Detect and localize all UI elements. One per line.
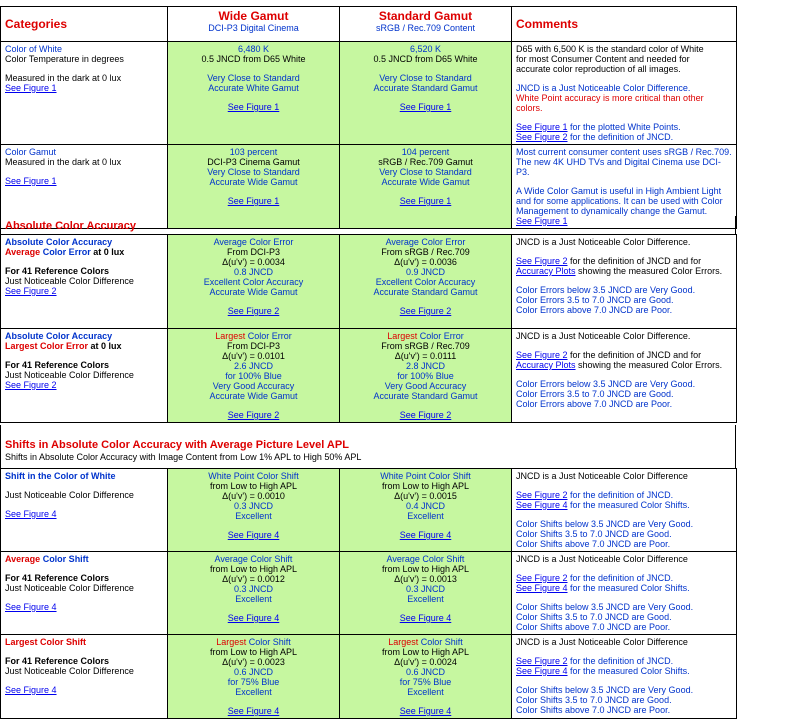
see-figure-link[interactable]: See Figure 2 <box>516 656 568 666</box>
accuracy-plots-link[interactable]: Accuracy Plots <box>516 360 576 370</box>
cell-value: for 100% Blue <box>397 371 454 381</box>
cell-value: 0.3 JNCD <box>233 501 273 511</box>
see-figure-link[interactable]: See Figure 1 <box>227 196 280 206</box>
row-shift-largest <box>1 635 737 719</box>
comment-line: Color Errors below 3.5 JNCD are Very Good. <box>516 285 696 295</box>
comment-line: showing the measured Color Errors. <box>575 266 723 276</box>
see-figure-link[interactable]: See Figure 1 <box>5 176 57 186</box>
cell-value: Δ(u'v') = 0.0023 <box>222 657 285 667</box>
section-title: Shifts in Absolute Color Accuracy with Average Picture Level APL <box>5 439 349 451</box>
cat-label: Absolute Color Accuracy <box>5 331 113 341</box>
see-figure-link[interactable]: See Figure 4 <box>227 530 280 540</box>
see-figure-link[interactable]: See Figure 1 <box>5 83 57 93</box>
cell-value: for 75% Blue <box>227 677 280 687</box>
comment-line: for the definition of JNCD. <box>567 656 674 666</box>
see-figure-link[interactable]: See Figure 2 <box>399 306 452 316</box>
cat-label: Shift in the Color of White <box>5 471 116 481</box>
cat-label: Just Noticeable Color Difference <box>5 370 134 380</box>
cat-label: Color Temperature in degrees <box>5 54 124 64</box>
see-figure-link[interactable]: See Figure 4 <box>399 706 452 716</box>
see-figure-link[interactable]: See Figure 2 <box>5 380 57 390</box>
see-figure-link[interactable]: See Figure 1 <box>516 216 568 226</box>
comment-line: accurate color reproduction of all images. <box>516 64 681 74</box>
cell-value: 0.6 JNCD <box>405 667 445 677</box>
cell-value: Average Color Error <box>385 237 466 247</box>
cell-value: Excellent Color Accuracy <box>203 277 304 287</box>
comment-line: for the measured Color Shifts. <box>567 583 690 593</box>
header-row <box>1 7 737 42</box>
cell-value: Δ(u'v') = 0.0036 <box>394 257 457 267</box>
row-shift-white <box>1 469 737 552</box>
cell-value: Δ(u'v') = 0.0024 <box>394 657 457 667</box>
cell-value: Excellent <box>407 687 444 697</box>
cell-value: 2.8 JNCD <box>405 361 445 371</box>
header-wide-gamut: Wide Gamut <box>218 9 289 23</box>
cell-value: Accurate White Gamut <box>208 83 299 93</box>
cell-value: 0.8 JNCD <box>233 267 273 277</box>
section-absolute-accuracy <box>0 216 736 234</box>
section-shifts <box>0 425 736 468</box>
cell-value: from Low to High APL <box>381 481 470 491</box>
cell-value: From sRGB / Rec.709 <box>381 247 470 257</box>
cell-value: from Low to High APL <box>381 564 470 574</box>
comment-line: JNCD is a Just Noticeable Color Difference <box>516 637 688 647</box>
see-figure-link[interactable]: See Figure 4 <box>227 613 280 623</box>
comment-line: D65 with 6,500 K is the standard color of White <box>516 44 704 54</box>
see-figure-link[interactable]: See Figure 2 <box>5 286 57 296</box>
cell-value: Δ(u'v') = 0.0010 <box>222 491 285 501</box>
comment-line: for the definition of JNCD. <box>567 132 674 142</box>
cell-value: from Low to High APL <box>209 564 298 574</box>
cell-value: 0.6 JNCD <box>233 667 273 677</box>
see-figure-link[interactable]: See Figure 2 <box>516 490 568 500</box>
comment-line: Color Shifts 3.5 to 7.0 JNCD are Good. <box>516 612 672 622</box>
see-figure-link[interactable]: See Figure 1 <box>516 122 568 132</box>
cell-value: Accurate Wide Gamut <box>209 391 298 401</box>
cell-value: from Low to High APL <box>209 647 298 657</box>
comment-line: Color Errors 3.5 to 7.0 JNCD are Good. <box>516 295 674 305</box>
cell-value: Δ(u'v') = 0.0111 <box>394 351 457 361</box>
cat-label: For 41 Reference Colors <box>5 573 110 583</box>
cat-label: Average <box>5 554 41 564</box>
cat-label: Color Error <box>40 247 91 257</box>
see-figure-link[interactable]: See Figure 2 <box>227 306 280 316</box>
cell-value: for 100% Blue <box>225 371 282 381</box>
cat-label: Largest <box>5 341 38 351</box>
comment-line: JNCD is a Just Noticeable Color Difference. <box>516 237 691 247</box>
cell-value: Very Close to Standard <box>379 167 472 177</box>
cell-value: Excellent <box>235 511 272 521</box>
cell-value: sRGB / Rec.709 Gamut <box>378 157 473 167</box>
cat-label: Color Error <box>37 341 89 351</box>
cat-label: Absolute Color Accuracy <box>5 237 113 247</box>
cat-label: Color Shift <box>40 554 89 564</box>
section-subtitle: Shifts in Absolute Color Accuracy with Image Content from Low 1% APL to High 50% APL <box>5 452 362 462</box>
comment-line: for the plotted White Points. <box>567 122 681 132</box>
cat-label: For 41 Reference Colors <box>5 266 110 276</box>
cell-value: From sRGB / Rec.709 <box>381 341 470 351</box>
comment-line: White Point accuracy is more critical than other colors. <box>516 93 704 113</box>
cell-value: Excellent Color Accuracy <box>375 277 476 287</box>
section-title: Absolute Color Accuracy <box>5 220 137 232</box>
cell-value: Average Color Error <box>213 237 294 247</box>
comment-line: for the definition of JNCD. <box>567 490 674 500</box>
see-figure-link[interactable]: See Figure 1 <box>227 102 280 112</box>
results-table-top <box>0 6 737 229</box>
see-figure-link[interactable]: See Figure 4 <box>399 530 452 540</box>
see-figure-link[interactable]: See Figure 1 <box>399 102 452 112</box>
cell-value: From DCI-P3 <box>226 341 280 351</box>
cell-value: Δ(u'v') = 0.0013 <box>394 574 457 584</box>
cell-value: Accurate Wide Gamut <box>381 177 470 187</box>
cell-value: 2.6 JNCD <box>233 361 273 371</box>
cell-value: Δ(u'v') = 0.0015 <box>394 491 457 501</box>
see-figure-link[interactable]: See Figure 4 <box>5 602 57 612</box>
cell-value: Accurate Standard Gamut <box>373 83 478 93</box>
cat-label: Just Noticeable Color Difference <box>5 276 134 286</box>
comment-line: JNCD is a Just Noticeable Color Difference <box>516 554 688 564</box>
row-color-of-white <box>1 42 737 145</box>
cell-value: Accurate Wide Gamut <box>209 177 298 187</box>
cat-label: Average <box>5 247 41 257</box>
cell-value: from Low to High APL <box>381 647 470 657</box>
cell-value: 0.5 JNCD from D65 White <box>373 54 478 64</box>
cell-value: 0.9 JNCD <box>405 267 445 277</box>
comment-line: for the definition of JNCD. <box>567 573 674 583</box>
see-figure-link[interactable]: See Figure 4 <box>516 666 568 676</box>
see-figure-link[interactable]: See Figure 4 <box>227 706 280 716</box>
cell-value: Δ(u'v') = 0.0012 <box>222 574 285 584</box>
cell-value: Color Shift <box>246 637 291 647</box>
comment-line: JNCD is a Just Noticeable Color Difference. <box>516 83 691 93</box>
comment-line: Most current consumer content uses sRGB / Rec.709. <box>516 147 732 157</box>
cell-value: From DCI-P3 <box>226 247 280 257</box>
cell-value: 6,520 K <box>409 44 442 54</box>
cell-value: 0.4 JNCD <box>405 501 445 511</box>
cell-value: Accurate Standard Gamut <box>373 287 478 297</box>
see-figure-link[interactable]: See Figure 4 <box>5 509 57 519</box>
cell-value: 0.5 JNCD from D65 White <box>201 54 306 64</box>
cat-label: Just Noticeable Color Difference <box>5 583 134 593</box>
comment-line: The new 4K UHD TVs and Digital Cinema use DCI-P3. <box>516 157 721 177</box>
cat-label: Color Shift <box>37 637 87 647</box>
comment-line: Color Errors 3.5 to 7.0 JNCD are Good. <box>516 389 674 399</box>
cell-value: White Point Color Shift <box>380 471 471 481</box>
cell-value: Excellent <box>235 687 272 697</box>
cell-value: for 75% Blue <box>399 677 452 687</box>
see-figure-link[interactable]: See Figure 2 <box>516 132 568 142</box>
see-figure-link[interactable]: See Figure 2 <box>516 573 568 583</box>
cat-label: For 41 Reference Colors <box>5 656 110 666</box>
comment-line: Color Shifts below 3.5 JNCD are Very Good. <box>516 602 694 612</box>
header-standard-sub: sRGB / Rec.709 Content <box>375 23 476 33</box>
see-figure-link[interactable]: See Figure 2 <box>516 256 568 266</box>
cell-value: 6,480 K <box>237 44 270 54</box>
cell-value: Largest <box>215 331 246 341</box>
cell-value: Very Good Accuracy <box>212 381 295 391</box>
comment-line: for the measured Color Shifts. <box>567 666 690 676</box>
comment-line: showing the measured Color Errors. <box>575 360 723 370</box>
cell-value: from Low to High APL <box>209 481 298 491</box>
header-categories: Categories <box>5 17 68 31</box>
comment-line: for most Consumer Content and needed for <box>516 54 690 64</box>
see-figure-link[interactable]: See Figure 4 <box>516 583 568 593</box>
comment-line: Color Errors below 3.5 JNCD are Very Good. <box>516 379 696 389</box>
comment-line: JNCD is a Just Noticeable Color Difference. <box>516 331 691 341</box>
results-table-shifts <box>0 468 737 719</box>
accuracy-plots-link[interactable]: Accuracy Plots <box>516 266 576 276</box>
comment-line: Color Shifts below 3.5 JNCD are Very Good. <box>516 519 694 529</box>
cat-label: Largest <box>5 637 38 647</box>
cell-value: Very Close to Standard <box>379 73 472 83</box>
cell-value: 103 percent <box>229 147 278 157</box>
comment-line: Management to dynamically change the Gamut. <box>516 206 708 216</box>
cat-label: Measured in the dark at 0 lux <box>5 73 122 83</box>
cell-value: Average Color Shift <box>386 554 465 564</box>
cell-value: Accurate Standard Gamut <box>373 391 478 401</box>
comment-line: A Wide Color Gamut is useful in High Ambient Light <box>516 186 722 196</box>
cell-value: Average Color Shift <box>214 554 293 564</box>
cell-value: Color Error <box>245 331 292 341</box>
cat-label: at 0 lux <box>88 341 122 351</box>
cell-value: White Point Color Shift <box>208 471 299 481</box>
see-figure-link[interactable]: See Figure 1 <box>399 196 452 206</box>
header-comments: Comments <box>516 17 579 31</box>
see-figure-link[interactable]: See Figure 2 <box>227 410 280 420</box>
cell-value: Largest <box>387 331 418 341</box>
comment-line: Color Errors above 7.0 JNCD are Poor. <box>516 399 673 409</box>
comment-line: JNCD is a Just Noticeable Color Difference <box>516 471 688 481</box>
row-shift-average <box>1 552 737 635</box>
cell-value: Δ(u'v') = 0.0034 <box>222 257 285 267</box>
comment-line: Color Shifts 3.5 to 7.0 JNCD are Good. <box>516 529 672 539</box>
see-figure-link[interactable]: See Figure 4 <box>516 500 568 510</box>
row-average-error <box>1 235 737 329</box>
cell-value: 0.3 JNCD <box>233 584 273 594</box>
cell-value: Accurate Wide Gamut <box>209 287 298 297</box>
comment-line: Color Errors above 7.0 JNCD are Poor. <box>516 305 673 315</box>
cell-value: Very Close to Standard <box>207 167 300 177</box>
cell-value: 104 percent <box>401 147 450 157</box>
cell-value: Excellent <box>407 511 444 521</box>
cell-value: Largest <box>388 637 419 647</box>
cell-value: Largest <box>216 637 247 647</box>
cell-value: Color Error <box>417 331 464 341</box>
comment-line: Color Shifts above 7.0 JNCD are Poor. <box>516 705 671 715</box>
cell-value: Excellent <box>235 594 272 604</box>
comment-line: for the definition of JNCD and for <box>567 256 702 266</box>
cell-value: Very Close to Standard <box>207 73 300 83</box>
comment-line: Color Shifts 3.5 to 7.0 JNCD are Good. <box>516 695 672 705</box>
header-wide-sub: DCI-P3 Digital Cinema <box>208 23 299 33</box>
comment-line: for the measured Color Shifts. <box>567 500 690 510</box>
comment-line: for the definition of JNCD and for <box>567 350 702 360</box>
cat-label: Color of White <box>5 44 63 54</box>
cell-value: 0.3 JNCD <box>405 584 445 594</box>
cat-label: Just Noticeable Color Difference <box>5 490 134 500</box>
header-standard-gamut: Standard Gamut <box>378 9 473 23</box>
see-figure-link[interactable]: See Figure 4 <box>5 685 57 695</box>
cat-label: Just Noticeable Color Difference <box>5 666 134 676</box>
cell-value: Δ(u'v') = 0.0101 <box>222 351 285 361</box>
cell-value: Color Shift <box>418 637 463 647</box>
cat-label: at 0 lux <box>90 247 125 257</box>
comment-line: Color Shifts above 7.0 JNCD are Poor. <box>516 539 671 549</box>
comment-line: Color Shifts above 7.0 JNCD are Poor. <box>516 622 671 632</box>
row-largest-error <box>1 329 737 423</box>
cell-value: Very Good Accuracy <box>384 381 467 391</box>
cat-label: For 41 Reference Colors <box>5 360 110 370</box>
see-figure-link[interactable]: See Figure 4 <box>399 613 452 623</box>
see-figure-link[interactable]: See Figure 2 <box>399 410 452 420</box>
results-table-accuracy <box>0 234 737 423</box>
comment-line: and for some applications. It can be used with Color <box>516 196 723 206</box>
cat-label: Color Gamut <box>5 147 57 157</box>
comment-line: Color Shifts below 3.5 JNCD are Very Good. <box>516 685 694 695</box>
cat-label: Measured in the dark at 0 lux <box>5 157 122 167</box>
cell-value: DCI-P3 Cinema Gamut <box>207 157 300 167</box>
cell-value: Excellent <box>407 594 444 604</box>
see-figure-link[interactable]: See Figure 2 <box>516 350 568 360</box>
